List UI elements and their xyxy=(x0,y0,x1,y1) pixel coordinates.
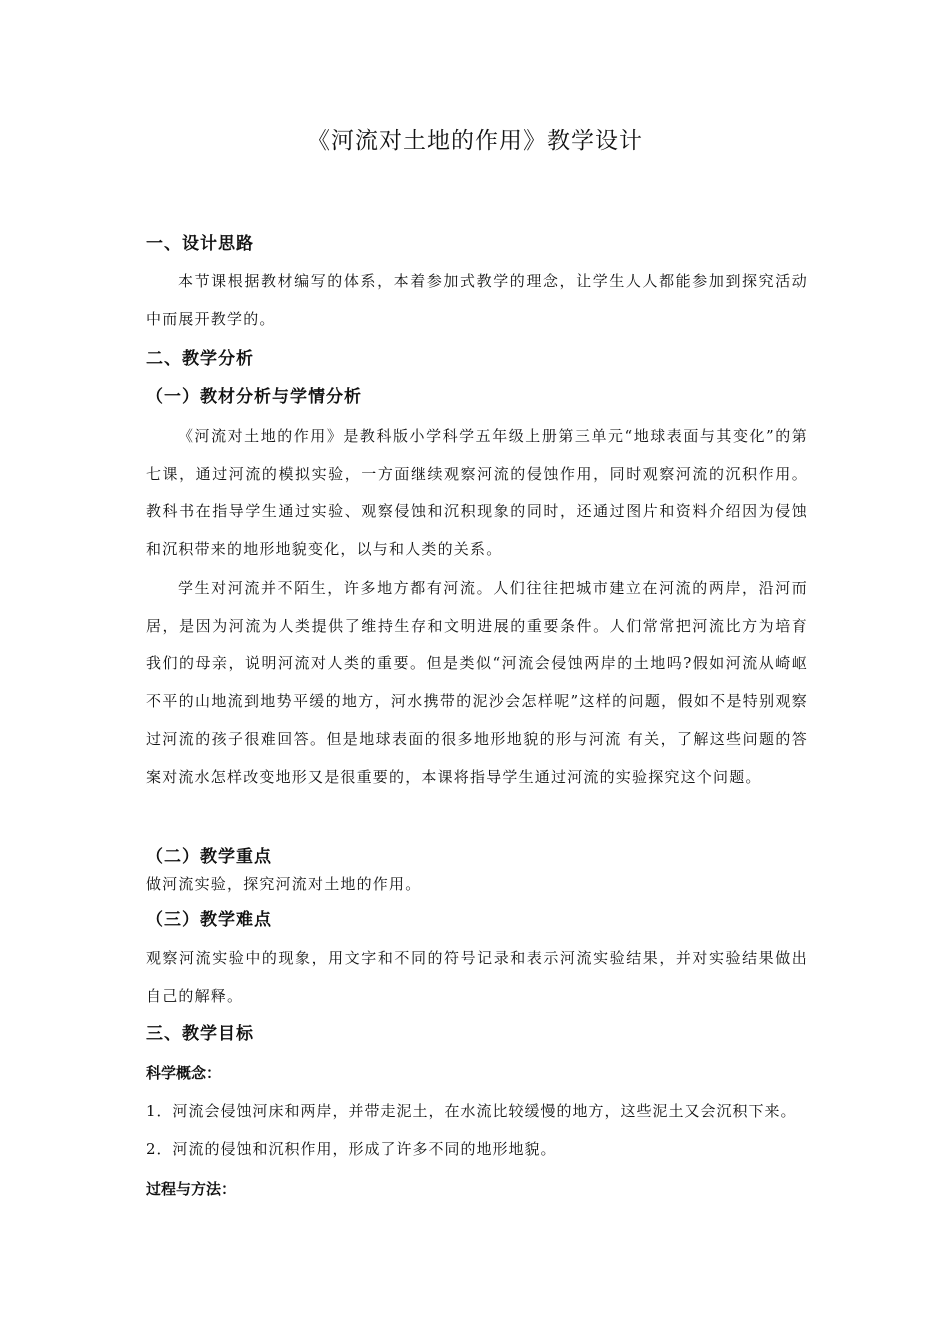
section-heading-teaching-goals: 三、教学目标 xyxy=(146,1024,254,1044)
subsection-heading-material-analysis: （一）教材分析与学情分析 xyxy=(146,387,362,407)
difficulty-paragraph: 观察河流实验中的现象，用文字和不同的符号记录和表示河流实验结果，并对实验结果做出自己的解释。 xyxy=(146,949,808,1005)
concept-item-1: 1．河流会侵蚀河床和两岸，并带走泥土，在水流比较缓慢的地方，这些泥土又会沉积下来。 xyxy=(146,1102,797,1120)
material-analysis-paragraph-1: 《河流对土地的作用》是教科版小学科学五年级上册第三单元“地球表面与其变化”的第七课，通过河流的模拟实验，一方面继续观察河流的侵蚀作用，同时观察河流的沉积作用。教科书在指导学生通过实验、观察侵蚀和沉积现象的同时，还通过图片和资料介绍因为侵蚀和沉积带来的地形地貌变化，以与和人类的关系。 xyxy=(146,427,808,559)
key-point-paragraph: 做河流实验，探究河流对土地的作用。 xyxy=(146,875,422,893)
subsection-heading-difficulty: （三）教学难点 xyxy=(146,910,272,930)
section-heading-design-idea: 一、设计思路 xyxy=(146,234,254,254)
section-heading-teaching-analysis: 二、教学分析 xyxy=(146,349,254,369)
subsection-heading-key-point: （二）教学重点 xyxy=(146,847,272,867)
concept-item-2: 2．河流的侵蚀和沉积作用，形成了许多不同的地形地貌。 xyxy=(146,1140,557,1158)
concepts-heading: 科学概念： xyxy=(146,1064,222,1082)
process-methods-heading: 过程与方法： xyxy=(146,1180,237,1198)
material-analysis-paragraph-2: 学生对河流并不陌生，许多地方都有河流。人们往往把城市建立在河流的两岸，沿河而居，是因为河流为人类提供了维持生存和文明进展的重要条件。人们常常把河流比方为培育我们的母亲，说明河流对人类的重要。但是类似“河流会侵蚀两岸的土地吗?假如河流从崎岖不平的山地流到地势平缓的地方，河水携带的泥沙会怎样呢”这样的问题，假如不是特别观察过河流的孩子很难回答。但是地球表面的很多地形地貌的形与河流 有关，了解这些问题的答案对流水怎样改变地形又是很重要的，本课将指导学生通过河流的实验探究这个问题。 xyxy=(146,579,808,786)
document-title: 《河流对土地的作用》教学设计 xyxy=(307,128,643,154)
design-idea-paragraph: 本节课根据教材编写的体系，本着参加式教学的理念，让学生人人都能参加到探究活动中而展开教学的。 xyxy=(146,272,808,328)
